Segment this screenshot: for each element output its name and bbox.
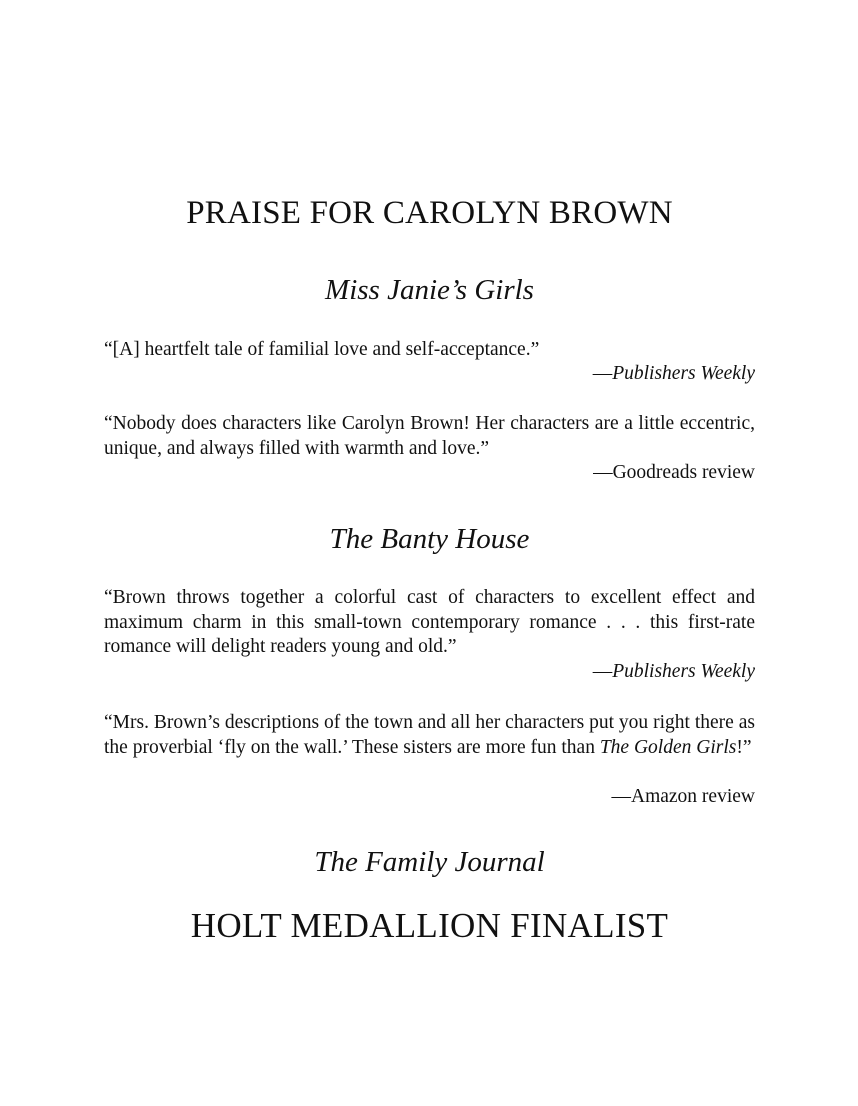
review-attribution: —Goodreads review — [593, 462, 755, 483]
book-title-family-journal: The Family Journal — [314, 846, 545, 878]
review-quote — [104, 711, 755, 760]
book-title-banty-house: The Banty House — [329, 523, 530, 555]
review-quote: “Nobody does characters like Carolyn Brown! Her characters are a little eccentric, unique, and always filled with warmth and love.” — [104, 413, 755, 459]
award-heading: HOLT MEDALLION FINALIST — [190, 906, 669, 945]
book-title-miss-janies-girls: Miss Janie’s Girls — [325, 274, 534, 306]
review-quote: “[A] heartfelt tale of familial love and self-acceptance.” — [104, 339, 540, 360]
review-attribution — [104, 660, 755, 684]
review-quote: “Brown throws together a colorful cast of characters to excellent effect and maximum charm in this small-town contemporary romance . . . this first-rate romance will delight readers young and old.” — [104, 587, 755, 658]
attribution-dash: — — [592, 363, 613, 384]
quote-italic-title: The Golden Girls — [599, 736, 737, 758]
review-attribution: —Amazon review — [611, 786, 755, 807]
attribution-source: Publishers Weekly — [612, 363, 755, 384]
review-attribution — [104, 362, 755, 386]
attribution-dash: — — [592, 661, 613, 682]
quote-text-end: !” — [736, 736, 752, 758]
page-title: PRAISE FOR CAROLYN BROWN — [186, 195, 673, 231]
quote-text: “Mrs. Brown’s descriptions of the town and all her characters put you right there as the proverbial ‘fly on the wall.’ These sisters are more fun than — [104, 712, 755, 758]
attribution-source: Publishers Weekly — [612, 661, 755, 682]
